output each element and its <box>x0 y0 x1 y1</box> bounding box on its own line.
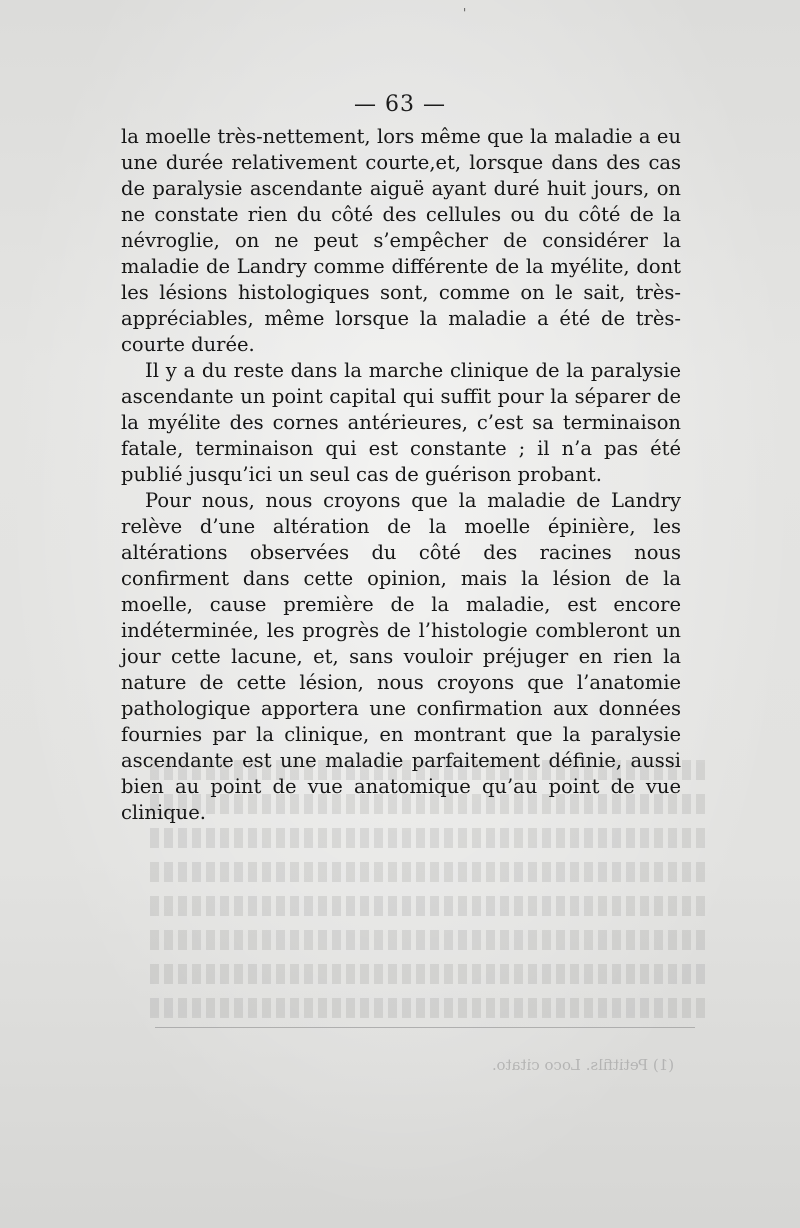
body-text <box>121 124 681 826</box>
paragraph-2: Il y a du reste dans la marche clinique de la paralysie ascendante un point capital qui suffit pour la séparer de la myélite des cornes antérieures, c’est sa terminaison fatale, terminaison qui est constante ; il n’a pas été publié jusqu’ici un seul cas de guérison probant. <box>121 359 681 486</box>
footnote-bleed-through: (1) Petitfils. Loco citato. <box>492 1056 675 1074</box>
margin-mark: ' <box>463 6 467 20</box>
footnote-divider <box>155 1027 695 1028</box>
paragraph-1: la moelle très-nettement, lors même que la maladie a eu une durée relativement courte,et, lorsque dans des cas de paralysie ascendante aiguë ayant duré huit jours, on ne constate rien du côté des cellules ou du côté de la névroglie, on ne peut s’empêcher de considérer la maladie de Landry comme différente de la myélite, dont les lésions histologiques sont, comme on le sait, très-appréciables, même lorsque la maladie a été de très-courte durée. <box>121 125 681 356</box>
page-number: — 63 — <box>354 92 446 117</box>
paragraph-3: Pour nous, nous croyons que la maladie de Landry relève d’une altération de la moelle épinière, les altérations observées du côté des racines nous confirment dans cette opinion, mais la lésion de la moelle, cause première de la maladie, est encore indéterminée, les progrès de l’histologie combleront un jour cette lacune, et, sans vouloir préjuger en rien la nature de cette lésion, nous croyons que l’anatomie pathologique apportera une confirmation aux données fournies par la clinique, en montrant que la paralysie ascendante est une maladie parfaitement définie, aussi bien au point de vue anatomique qu’au point de vue clinique. <box>121 489 681 824</box>
